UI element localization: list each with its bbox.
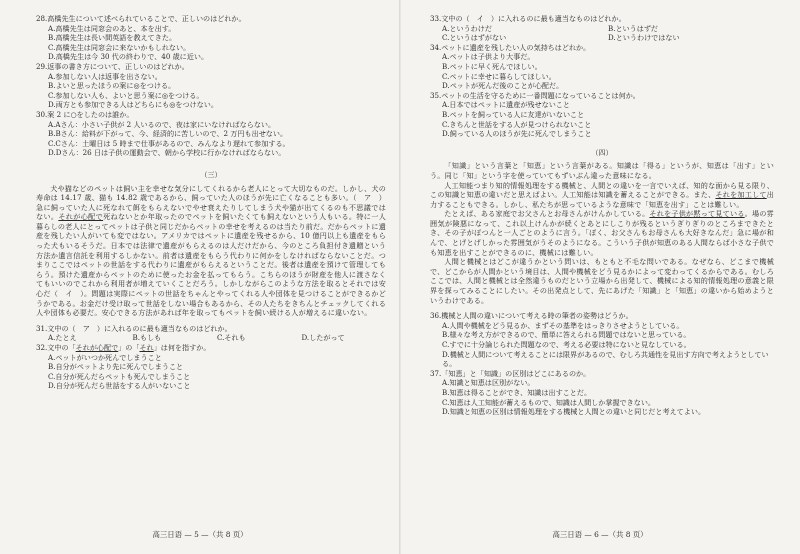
question-33 xyxy=(430,14,774,43)
option-c: C.Cさん：土曜日は 5 時まで仕事があるので、みんなより遅れて参加する。 xyxy=(48,138,290,148)
question-text: 36.機械と人間の違いについて考える時の筆者の姿勢はどうか。 xyxy=(430,311,633,321)
question-text: 29.返事の書き方について、正しいのはどれか。 xyxy=(36,61,189,71)
reading-passage-4-p2 xyxy=(430,181,774,210)
passage-part-2: 死ねないとか年取ったのでペットを飼いたくても飼えないという人もいる。特に一人暮らしの老人にとってペットは子供と同じだからペットの幸せを考えるのは当たり前だ。だからペットに遺産を残したい人がいても変ではない。アメリカではペットに遺産を残せるから、10 億円以上も遺産をもらった犬もいるそうだ。日本では法律で遺産がもらえるのは人だけだから、今のところ負担付き遺贈という方法か遺言信託を利用するしかない。前者は遺産をもらう代わりに何かをしなければならないことだ。つまりここではペットの世話をする代わりに遺産がもらえるということだ。後者は遺産を預けて管理してもらう。預けた遺産からペットのために使ったお金を払ってもらう。こちらのほうが財産を他人に渡さなくてもいいのでこれから利用者が増えていくことだろう。しかしながらこのような方法を取るとそれでは安心だ（ イ ）。問題は実際にペットの世話をちゃんとやってくれる人や団体を見つけることができるかどうかである。お金だけ受け取って世話をしない場合もあるから、その人たちをきちんとチェックしてくれる人や団体も必要だ。安心できる方法があれば年を取ってもペットを飼い続ける人が増えるに違いない。 xyxy=(36,212,386,318)
question-34 xyxy=(430,43,774,91)
underlined-phrase: それを加工して xyxy=(715,190,767,200)
question-text: 34.ペットに遺産を残したい人の気持ちはどれか。 xyxy=(430,42,591,52)
underlined-phrase: それが心配で xyxy=(75,343,119,352)
option-b: B.様々な考え方ができるので、簡単に答えられる問題ではないと思っている。 xyxy=(442,330,691,340)
page-footer: 高三日语 — 5 —（共 8 页） xyxy=(152,530,248,540)
question-text: 33.文中の（ イ ）に入れるのに最も適当なものはどれか。 xyxy=(430,14,626,23)
option-c: C.参加しない人も、よいと思う案に◎をつける。 xyxy=(48,90,204,100)
page-footer: 高三日语 — 6 —（共 8 页） xyxy=(552,530,648,540)
option-d: D.機械と人間について考えることには限界があるので、むしろ共通性を見出す方向で考えようとしている。 xyxy=(442,349,769,369)
option-d: D.高橋先生は今 30 代の終わりで、40 歳に近い。 xyxy=(48,52,209,62)
question-29 xyxy=(36,62,386,110)
question-35 xyxy=(430,91,774,139)
question-text: 37.「知恵」と「知識」の区別はどこにあるのか。 xyxy=(430,368,591,378)
underlined-word: それ xyxy=(139,343,154,352)
option-a: A.たとえ xyxy=(48,333,77,343)
option-d: D.自分が死んだら世話をする人がいないこと xyxy=(48,381,191,391)
option-c: C.高橋先生は同窓会に来ないかもしれない。 xyxy=(48,42,191,52)
question-text-part: 」の「 xyxy=(118,343,140,352)
question-text: 30.案 2 に○をしたのは誰か。 xyxy=(36,109,134,119)
passage-part: 出力することもできる。しかし、私たちが思っているような意味で「知恵を出す」ことは難しい。 xyxy=(430,190,774,209)
passage-part: 。場の雰囲気が険悪になって、これ以上けんかが続くとあとにしこりが残るというぎりぎりのところまできたとき、その子がぽつんと一人ごとのように言う。「ぼく、お父さんもお母さんも大好きなんだ」急に場が和んで、とげとげしかった雰囲気がうそのようになる。こういう子供が知恵のある人間ならば小さな子供でも知恵を出すことができるのに、機械には難しい。 xyxy=(430,209,774,257)
passage-part: 人工知能つまり知的情報処理をする機械と、人間との違いを一言でいえば、知的な面から見る限り、この知識と知恵の違いだと思えばよい。人工知能は知識を蓄えることができる。また、 xyxy=(430,180,774,200)
underlined-phrase: それを子供が黙って見ている xyxy=(649,209,745,219)
question-32 xyxy=(36,343,386,391)
question-text: 35.ペットの生活を守るために一番問題になっていることは何か。 xyxy=(430,90,640,100)
option-b: B.高橋先生は長い間英語を教えてきた。 xyxy=(48,33,177,43)
option-b: B.Bさん：給料が下がって、今、経済的に苦しいので、2 万円も出せない。 xyxy=(48,129,288,139)
option-c: C.自分が死んだらペットも死んでしまうこと xyxy=(48,371,191,381)
exam-page-6 xyxy=(400,0,800,554)
option-b: B.知恵は得ることができ、知識は出すことだ。 xyxy=(442,387,592,397)
passage-part-1: 犬や猫などのペットは飼い主を幸せな気分にしてくれるから老人にとって大切なものだ。しかし、犬の寿命は 14.17 歳、猫も 14.82 歳であるから、飼っていた人のほうが先に亡くなることも多い。（ ア ）急に飼っていた人に死なれて餌をもらえないでやせ衰えたりしてしまう犬や猫が出てくるのも不思議ではない。 xyxy=(36,183,386,222)
reading-passage-4-p1: 「知識」という言葉と「知恵」という言葉がある。知識は「得る」というが、知恵は「出す」という。同じ「知」という字を使っていてもずいぶん違った意味になる。 xyxy=(430,161,774,180)
reading-passage-4-p3 xyxy=(430,209,774,257)
option-b: B.自分がペットより先に死んでしまうこと xyxy=(48,362,184,372)
question-36 xyxy=(430,311,774,369)
option-c: C.知恵は人工知能が蓄えるもので、知識は人間しか掌握できない。 xyxy=(442,397,656,407)
question-text: 28.高橋先生について述べられていることで、正しいのはどれか。 xyxy=(36,14,246,23)
question-31 xyxy=(36,324,386,343)
option-d: D.というわけではない xyxy=(608,33,680,43)
underlined-phrase: それが心配で xyxy=(58,212,104,222)
passage-part: たとえば、ある家庭でお父さんとお母さんがけんかしている。 xyxy=(444,209,650,219)
question-30 xyxy=(36,110,386,158)
option-d: D.両方とも参加できる人はどちらにも◎をつけない。 xyxy=(48,100,218,110)
option-d: D.したがって xyxy=(301,333,345,343)
option-a: A.Aさん：小さい子供が 2 人いるので、夜は家にいなければならない。 xyxy=(48,119,276,129)
option-d: D.知識と知恵の区別は情報処理をする機械と人間との違いと同じだと考えてよい。 xyxy=(442,407,706,417)
option-a: A.高橋先生は同窓会のあと、本を出す。 xyxy=(48,23,176,33)
option-d: D.ペットが死んだ後のことが心配だ。 xyxy=(442,81,564,91)
option-a: A.ペットがいつか死んでしまうこと xyxy=(48,352,162,362)
option-a: A.人間や機械をどう見るか、まずその基準をはっきりさせようとしている。 xyxy=(442,320,684,330)
options-row xyxy=(48,333,386,343)
option-b: B.もしも xyxy=(132,333,162,343)
option-d: D.Dさん：26 日は子供の運動会で、朝から学校に行かなければならない。 xyxy=(48,148,286,158)
option-b: B.よいと思ったほうの案に◎をつける。 xyxy=(48,81,176,91)
reading-passage-3 xyxy=(36,184,386,318)
option-c: C.きちんと世話をする人が見つけられないこと xyxy=(442,119,592,129)
option-d: D.飼っている人のほうが先に死んでしまうこと xyxy=(442,129,592,139)
option-a: A.ペットは子供より大事だ。 xyxy=(442,52,535,62)
question-text-part: 32.文中の「 xyxy=(36,343,76,352)
options-grid xyxy=(442,24,774,43)
section-4-title: （四） xyxy=(591,147,613,157)
option-b: B.というはずだ xyxy=(608,23,659,33)
question-text xyxy=(36,343,386,353)
option-a: A.というわけだ xyxy=(442,23,492,33)
option-a: A.参加しない人は返事を出さない。 xyxy=(48,71,162,81)
section-3-title: （三） xyxy=(200,169,222,179)
option-b: B.ペットに早く死んでほしい。 xyxy=(442,61,542,71)
option-a: A.日本ではペットに遺産が残せないこと xyxy=(442,100,570,110)
option-c: C.すでに十分論じられた問題なので、考える必要は特にないと見なしている。 xyxy=(442,340,691,349)
question-text: 31.文中の（ ア ）に入れるのに最も適当なものはどれか。 xyxy=(36,323,232,333)
option-c: C.それも xyxy=(217,333,246,343)
option-b: B.ペットを飼っている人に友達がいないこと xyxy=(442,109,585,119)
option-c: C.ペットに幸せに暮らしてほしい。 xyxy=(442,71,556,81)
question-37 xyxy=(430,369,774,417)
option-a: A.知識と知恵は区別がない。 xyxy=(442,378,535,388)
question-28 xyxy=(36,14,386,62)
option-c: C.というはずがない xyxy=(442,33,507,43)
question-text-part: 」は何を指すか。 xyxy=(153,343,211,352)
reading-passage-4-p4: 人間と機械とはどこが違うかという問いは、もともと不毛な問いである。なぜなら、どこまで機械で、どこからが人間かという境目は、人間や機械をどう見るかによって変わってくるからである。むしろここでは、人間と機械とは全然違うものだという立場から出発して、機械による知的情報処理の意義と限界を探ってみることにしたい。その出発点として、先にあげた「知識」と「知恵」の違いから始めようというわけである。 xyxy=(430,257,774,305)
